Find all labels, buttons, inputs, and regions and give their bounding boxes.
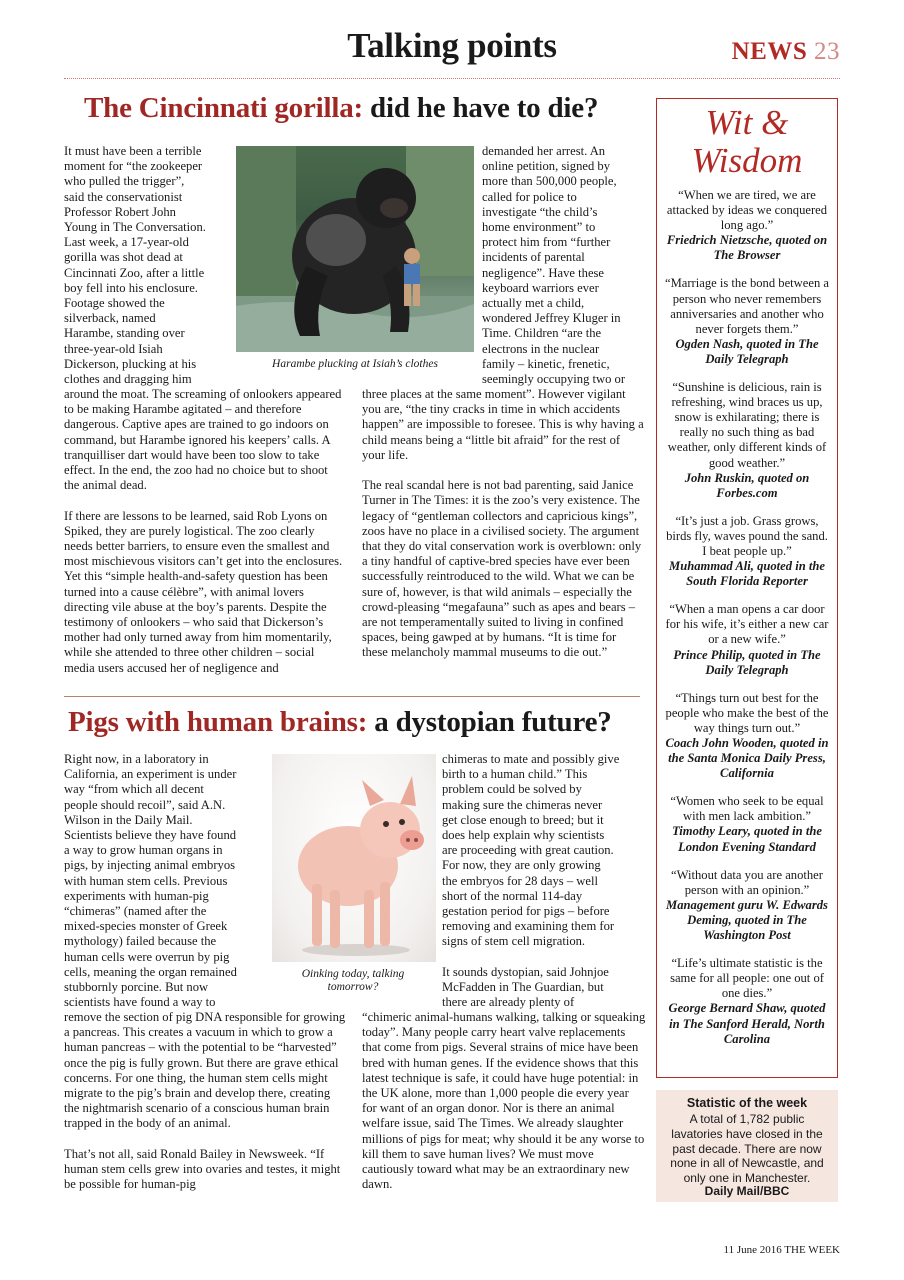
article2-lead-right [442, 752, 648, 1010]
text-line: actually met a child, [482, 296, 585, 311]
text-line: “chimeras” (named after the [64, 904, 207, 919]
text-line: making sure the chimeras never [442, 797, 603, 812]
quote-text: “Marriage is the bond between a person who never remembers anniversaries and another who never forgets them.” [664, 276, 829, 336]
text-line: electrons in the nuclear [482, 341, 600, 356]
quote-item [664, 380, 830, 501]
text-line: scientists have found a way to [64, 995, 216, 1010]
article1-headline [84, 92, 598, 125]
quote-author: Coach John Wooden, quoted in the Santa Monica Daily Press, California [665, 736, 829, 781]
text-line: a way to grow human organs in [64, 843, 223, 858]
text-line: stubbornly porcine. But now [64, 980, 209, 995]
wit-wisdom-title: Wit & Wisdom [691, 103, 803, 180]
section-label [732, 38, 840, 66]
text-line: Harambe, standing over [64, 326, 185, 341]
text-line: chimeras to mate and possibly give [442, 752, 620, 766]
wit-wisdom-quotes [664, 188, 830, 1060]
page-number: 23 [814, 38, 840, 65]
gorilla-illustration [236, 146, 474, 352]
text-line: does help explain why scientists [442, 828, 605, 843]
gorilla-photo-caption: Harambe plucking at Isiah’s clothes [272, 358, 438, 370]
article1-headline-topic: The Cincinnati gorilla: [84, 92, 363, 124]
quote-author: Muhammad Ali, quoted in the South Florida Reporter [669, 559, 825, 589]
text-line: experiments with human-pig [64, 888, 209, 903]
quote-item [664, 188, 830, 263]
quote-author: Prince Philip, quoted in The Daily Telegraph [673, 647, 821, 677]
quote-author: George Bernard Shaw, quoted in The Sanford Herald, North Carolina [668, 1001, 826, 1046]
text-line: gestation period for pigs – before [442, 904, 610, 919]
pig-photo-caption: Oinking today, talking tomorrow? [301, 968, 405, 993]
text-line: Last week, a 17-year-old [64, 235, 189, 250]
paragraph: “chimeric animal-humans walking, talking or squeaking today”. Many people carry heart valve replacements that come from pigs. Several strains of mice have been bred with human genes. If the evidence shows that this latest technique is safe, it could have huge potential: in the UK alone, more than 1,000 people die every year for want of an organ donor. Nor is there an animal welfare issue, said The Times. We already slaughter millions of pigs for meat; why should it be any worse to kill them to save human lives? We must move cautiously toward what may be an extraordinary new dawn. [362, 1010, 646, 1192]
text-line: human cells were overrun by pig [64, 949, 230, 964]
text-line: seemingly occupying two or [482, 372, 626, 387]
quote-author: Friedrich Nietzsche, quoted on The Browser [666, 233, 828, 263]
text-line: way “from which all decent [64, 782, 204, 797]
article1-column1 [64, 387, 344, 676]
text-line: signs of stem cell migration. [442, 934, 586, 949]
quote-text: “Life’s ultimate statistic is the same for all people: one out of one dies.” [670, 956, 824, 1001]
article2-headline-topic: Pigs with human brains: [68, 706, 368, 738]
text-line: clothes and dragging him [64, 372, 192, 387]
text-line: three-year-old Isiah [64, 341, 163, 356]
statistic-body: A total of 1,782 public lavatories have closed in the past decade. There are now none in all of Newcastle, and only one in Manchester. [670, 1112, 824, 1186]
gorilla-photo [236, 146, 474, 352]
text-line: Wilson in the Daily Mail. [64, 812, 193, 827]
text-line: pigs, by injecting animal embryos [64, 858, 236, 873]
quote-author: Management guru W. Edwards Deming, quoted in The Washington Post [666, 897, 828, 943]
text-line: California, an experiment is under [64, 767, 237, 782]
statistic-source: Daily Mail/BBC [704, 1184, 790, 1198]
quote-text: “When a man opens a car door for his wife, it’s either a new car or a new wife.” [665, 602, 829, 647]
text-line: Time. Children “are the [482, 326, 602, 341]
text-line: mixed-species monster of Greek [64, 919, 228, 934]
text-line: investigate “the child’s [482, 204, 598, 219]
article2-lead-left [64, 752, 270, 1010]
text-line: incidents of parental [482, 250, 585, 265]
text-line: said the conservationist [64, 189, 183, 204]
pig-illustration [272, 754, 436, 962]
text-line: Scientists believe they have found [64, 828, 237, 843]
text-line: wondered Jeffrey Kluger in [482, 311, 621, 326]
paragraph: The real scandal here is not bad parenting, said Janice Turner in The Times: it is the zoo’s very existence. The legacy of “gentleman collectors and capricious kings”, zoos have no place in a civilised society. The argument that they do vital conservation work is overblown: only a tiny handful of captive-bred species have ever been successfully reintroduced to the wild. What we can be sure of, however, is that wild animals – especially the crowd-pleasing “megafauna” such as apes and bears – are not temperamentally suited to living in confined spaces, being gawped at by humans. “It is time for these melancholy mammal museums to die out.” [362, 478, 642, 660]
text-line: demanded her arrest. An [482, 144, 606, 158]
quote-author: Timothy Leary, quoted in the London Evening Standard [672, 824, 822, 854]
paragraph: remove the section of pig DNA responsible for growing a pancreas. This creates a vacuum in which to grow a human pancreas – with the potential to be “harvested” once the pig is fully grown. But there are grave ethical concerns. For one thing, the human stem cells might migrate to the pig’s brain and develop there, creating the nightmarish scenario of a conscious human brain trapped in the body of an animal. [64, 1010, 346, 1131]
section-name: NEWS [731, 38, 808, 65]
statistic-title: Statistic of the week [686, 1096, 808, 1110]
article2-headline-question: a dystopian future? [367, 706, 612, 738]
quote-item [664, 794, 830, 854]
quote-item [664, 868, 830, 943]
text-line: keyboard warriors ever [482, 280, 599, 295]
text-line: Young in The Conversation. [64, 220, 206, 235]
text-line: Cincinnati Zoo, after a little [64, 265, 205, 280]
text-line: gorilla was shot dead at [64, 250, 183, 265]
text-line: protect him from “further [482, 235, 611, 250]
text-line: there are already plenty of [442, 995, 575, 1010]
text-line: negligence”. Have these [482, 265, 605, 280]
text-line [442, 950, 648, 965]
text-line: online petition, signed by [482, 159, 611, 174]
article1-lead-left [64, 144, 236, 387]
quote-item [664, 276, 830, 367]
header-divider [64, 78, 840, 79]
text-line: get close enough to breed; but it [442, 812, 604, 827]
text-line: For now, they are only growing [442, 858, 601, 873]
article2-column1 [64, 1010, 346, 1192]
text-line: Professor Robert John [64, 204, 176, 219]
paragraph: three places at the same moment”. However vigilant you are, “the tiny cracks in time in which accidents happen” are impossible to foresee. This is why having a child means being a “little bit afraid” for the rest of your life. [362, 387, 644, 462]
text-line: home environment” to [482, 220, 596, 235]
quote-text: “Without data you are another person with an opinion.” [671, 867, 823, 897]
text-line: the embryos for 28 days – well [442, 873, 598, 888]
page-footer: 11 June 2016 THE WEEK [723, 1244, 840, 1256]
quote-text: “It’s just a job. Grass grows, birds fly, waves pound the sand. I beat people up.” [666, 513, 828, 558]
text-line: people should recoil”, said A.N. [64, 797, 226, 812]
text-line: Dickerson, plucking at his [64, 356, 197, 371]
text-line: with human stem cells. Previous [64, 873, 228, 888]
text-line: short of the normal 114-day [442, 888, 583, 903]
text-line: problem could be solved by [442, 782, 582, 797]
pig-photo [272, 754, 436, 962]
page-title: Talking points [347, 26, 557, 65]
text-line: moment for “the zookeeper [64, 159, 203, 174]
paragraph: If there are lessons to be learned, said Rob Lyons on Spiked, they are purely logistical. The zoo clearly needs better barriers, to ensure even the smallest and most mischievous visitors can’t get into the enclosures. Yet this “simple health-and-safety question has been turned into a cause célèbre”, with animal lovers directing vile abuse at the boy’s parents. Despite the testimony of onlookers – who said that Dickerson’s mother had only turned away from him momentarily, while she attended to three other children – social media users accused her of negligence and [64, 508, 343, 675]
paragraph: That’s not all, said Ronald Bailey in Newsweek. “If human stem cells grew into ovaries and testes, it might be possible for human-pig [64, 1146, 341, 1192]
article1-lead-right [482, 144, 646, 387]
quote-author: John Ruskin, quoted on Forbes.com [684, 470, 810, 500]
text-line: birth to a human child.” This [442, 767, 588, 782]
article-divider [64, 696, 640, 697]
article2-column2 [362, 1010, 646, 1192]
text-line: Footage showed the [64, 296, 165, 311]
article1-headline-question: did he have to die? [362, 92, 599, 124]
paragraph: around the moat. The screaming of onlookers appeared to be making Harambe agitated – and therefore dangerous. Captive apes are trained to go indoors on command, but Harambe ignored his keepers’ calls. A tranquilliser dart would have been too slow to take effect. In the end, the zoo had no choice but to shoot the animal dead. [64, 387, 342, 493]
text-line: boy fell into his enclosure. [64, 280, 198, 295]
text-line: silverback, named [64, 311, 156, 326]
text-line: called for police to [482, 189, 577, 204]
text-line: removing and examining them for [442, 919, 615, 934]
quote-text: “Women who seek to be equal with men lack ambition.” [670, 794, 824, 824]
quote-item [664, 691, 830, 782]
quote-text: “Sunshine is delicious, rain is refreshing, wind braces us up, snow is exhilarating; there is really no such thing as bad weather, only different kinds of good weather.” [667, 380, 827, 470]
text-line: McFadden in The Guardian, but [442, 980, 604, 995]
quote-item [664, 956, 830, 1047]
text-line: mythology) failed because the [64, 934, 217, 949]
text-line: are proceeding with great caution. [442, 843, 614, 858]
quote-item [664, 602, 830, 677]
article2-headline [68, 706, 612, 739]
quote-author: Ogden Nash, quoted in The Daily Telegraph [675, 336, 819, 366]
text-line: family – kinetic, frenetic, [482, 356, 610, 371]
article1-column2 [362, 387, 644, 661]
text-line: cells, meaning the organ remained [64, 964, 237, 979]
text-line: It sounds dystopian, said Johnjoe [442, 964, 609, 979]
text-line: more than 500,000 people, [482, 174, 617, 189]
quote-item [664, 514, 830, 589]
quote-text: “Things turn out best for the people who make the best of the way things turn out.” [665, 690, 829, 735]
text-line: who pulled the trigger”, [64, 174, 185, 189]
text-line: Right now, in a laboratory in [64, 752, 209, 766]
text-line: It must have been a terrible [64, 144, 202, 158]
quote-text: “When we are tired, we are attacked by ideas we conquered long ago.” [666, 188, 828, 233]
